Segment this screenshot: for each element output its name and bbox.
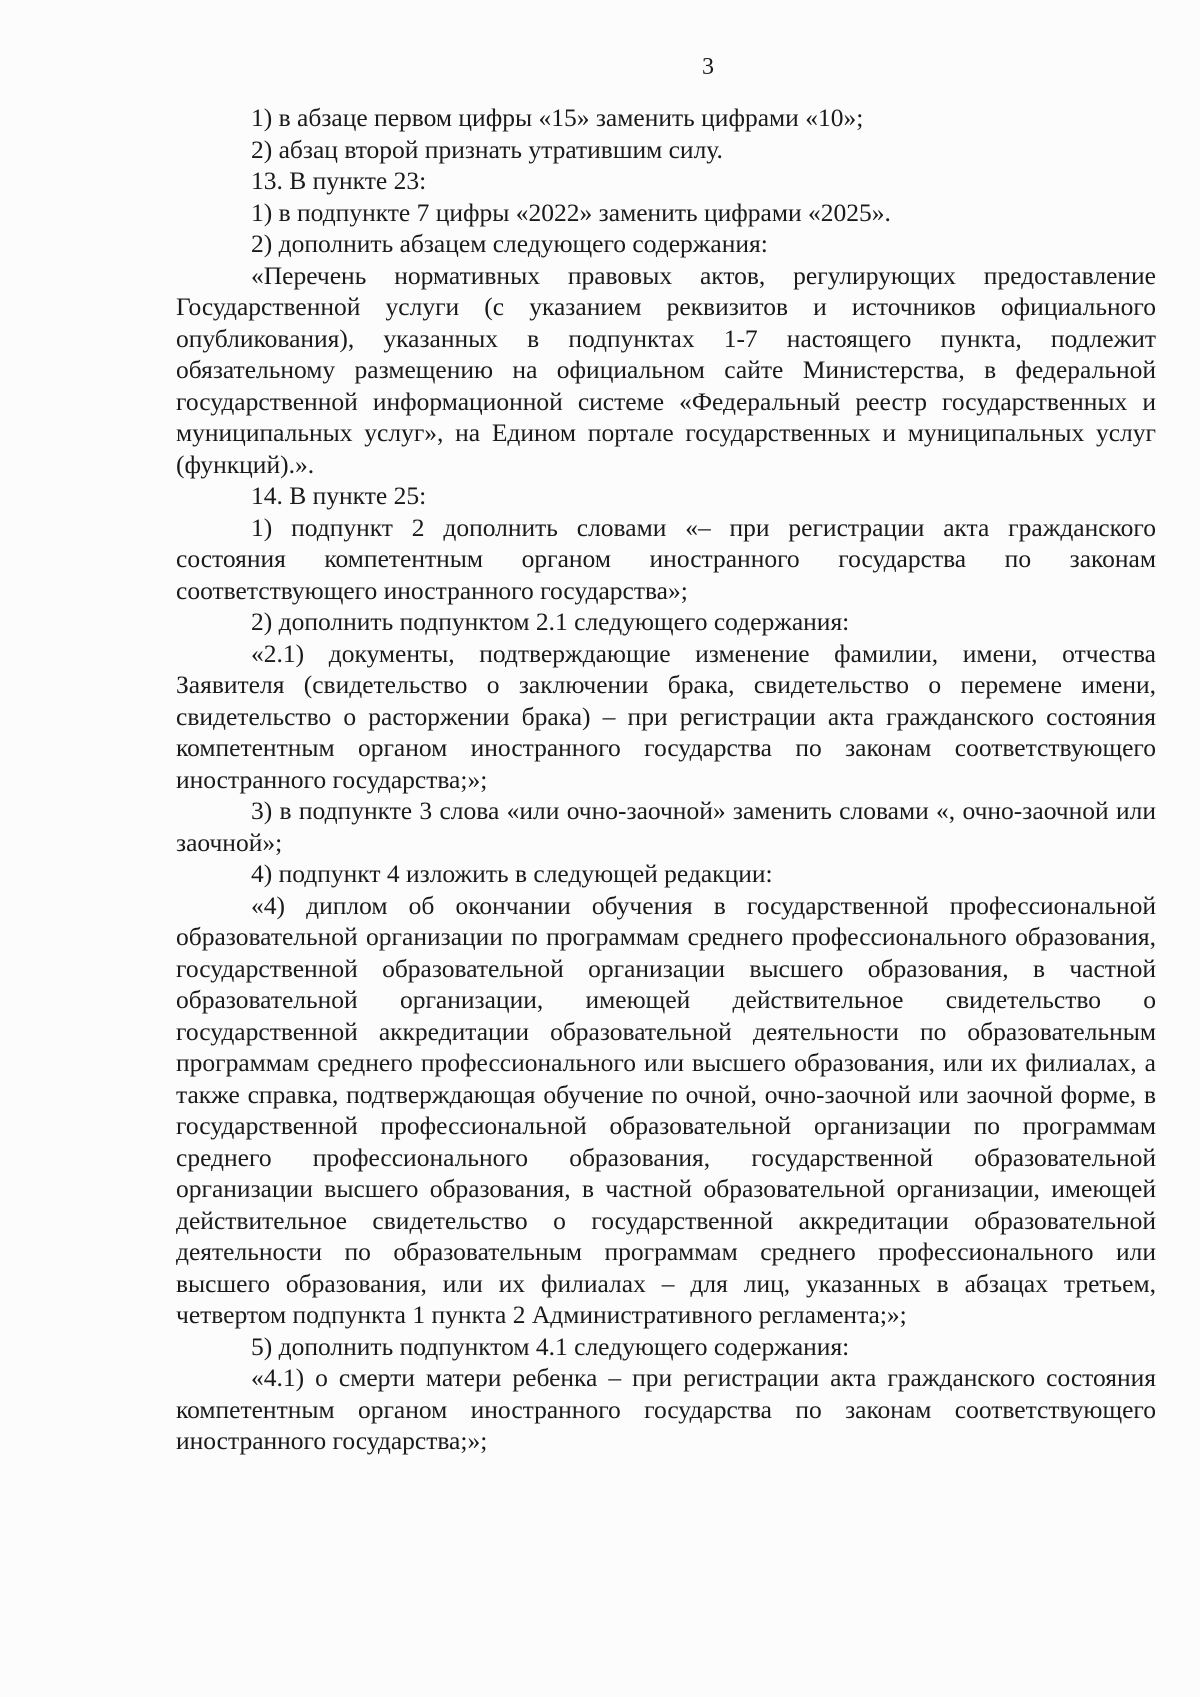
page-number: 3	[702, 54, 714, 80]
paragraph: 4) подпункт 4 изложить в следующей редакции:	[251, 859, 773, 888]
paragraph: 13. В пункте 23:	[251, 166, 427, 195]
paragraph: 2) дополнить абзацем следующего содержания:	[251, 229, 768, 258]
paragraph: 1) подпункт 2 дополнить словами «– при регистрации акта гражданского состояния компетентным органом иностранного государства по законам соответствующего иностранного государства»;	[176, 512, 1156, 605]
paragraph: 1) в подпункте 7 цифры «2022» заменить цифрами «2025».	[251, 197, 891, 227]
paragraph: 14. В пункте 25:	[251, 481, 427, 510]
paragraph: «4) диплом об окончании обучения в государственной профессиональной образовательной организации по программам среднего профессионального образования, государственной образовательной организации высшего образования, в частной образовательной организации, имеющей действительное свидетельство о государственной аккредитации образовательной деятельности по образовательным программам среднего профессионального или высшего образования, или их филиалах, а также справка, подтверждающая обучение по очной, очно-заочной или заочной форме, в государственной профессиональной образовательной организации по программам среднего профессионального образования, государственной образовательной организации высшего образования, в частной образовательной организации, имеющей действительное свидетельство о государственной аккредитации образовательной деятельности по образовательным программам среднего профессионального или высшего образования, или их филиалах – для лиц, указанных в абзацах третьем, четвертом подпункта 1 пункта 2 Административного регламента;»;	[176, 890, 1156, 1329]
paragraph: «Перечень нормативных правовых актов, регулирующих предоставление Государственной услуги (с указанием реквизитов и источников официального опубликования), указанных в подпунктах 1-7 настоящего пункта, подлежит обязательному размещению на официальном сайте Министерства, в федеральной государственной информационной системе «Федеральный реестр государственных и муниципальных услуг», на Едином портале государственных и муниципальных услуг (функций).».	[176, 260, 1156, 479]
paragraph: 1) в абзаце первом цифры «15» заменить цифрами «10»;	[251, 103, 864, 132]
paragraph: «2.1) документы, подтверждающие изменение фамилии, имени, отчества Заявителя (свидетельство о заключении брака, свидетельство о перемене имени, свидетельство о расторжении брака) – при регистрации акта гражданского состояния компетентным органом иностранного государства по законам соответствующего иностранного государства;»;	[176, 638, 1156, 794]
paragraph: 3) в подпункте 3 слова «или очно-заочной» заменить словами «, очно-заочной или заочной»;	[176, 796, 1156, 857]
paragraph: «4.1) о смерти матери ребенка – при регистрации акта гражданского состояния компетентным органом иностранного государства по законам соответствующего иностранного государства;»;	[176, 1363, 1156, 1455]
paragraph: 2) дополнить подпунктом 2.1 следующего содержания:	[251, 607, 850, 636]
paragraph: 2) абзац второй признать утратившим силу.	[251, 134, 723, 164]
paragraph: 5) дополнить подпунктом 4.1 следующего содержания:	[251, 1331, 850, 1361]
document-body	[176, 102, 1156, 1457]
